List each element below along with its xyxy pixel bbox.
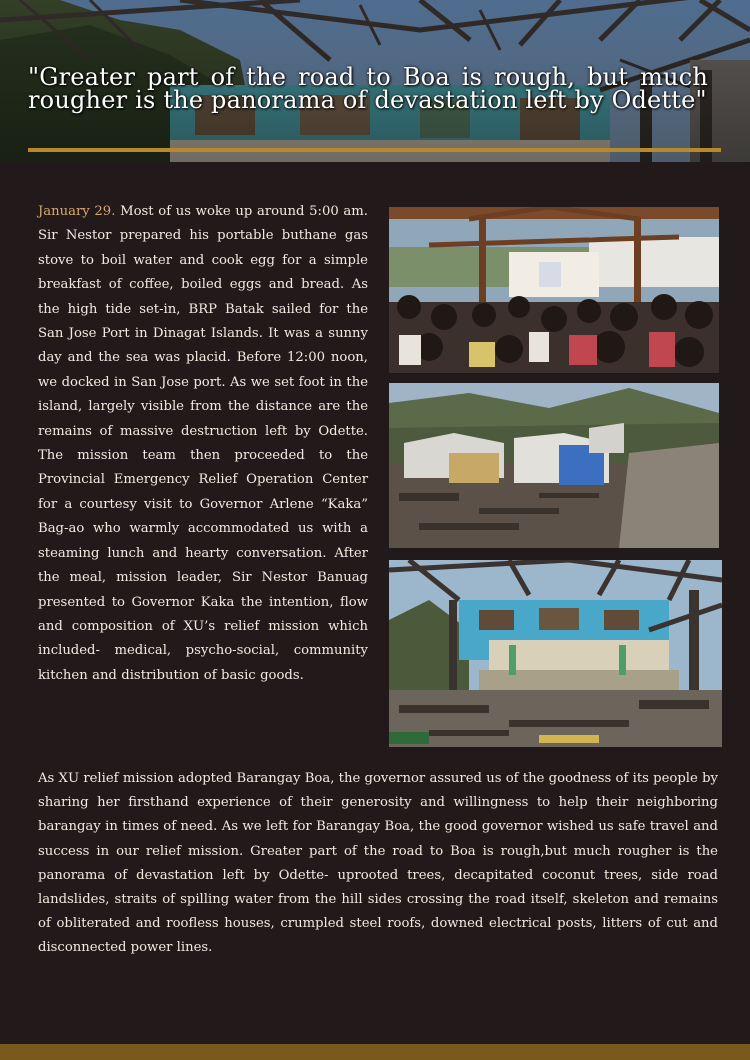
article-paragraph-1: [38, 200, 368, 688]
header-banner: [0, 0, 750, 162]
header-title: "Greater part of the road to Boa is rough, but much rougher is the panorama of devastation left by Odette": [28, 63, 708, 114]
article-date: January 29.: [38, 204, 116, 219]
footer-bar: [0, 1044, 750, 1060]
photo-tents: [389, 383, 719, 548]
photo-damaged-building: [389, 560, 722, 747]
article-paragraph-1-text: Most of us woke up around 5:00 am. Sir Nestor prepared his portable buthane gas stove to boil water and cook egg for a simple breakfast of coffee, boiled eggs and bread. As the high tide set-in, BRP Batak sailed for the San Jose Port in Dinagat Islands. It was a sunny day and the sea was placid. Before 12:00 noon, we docked in San Jose port. As we set foot in the island, largely visible from the distance are the remains of massive destruction left by Odette. The mission team then proceeded to the Provincial Emergency Relief Operation Center for a courtesy visit to Governor Arlene “Kaka” Bag-ao who warmly accommodated us with a steaming lunch and hearty conversation. After the meal, mission leader, Sir Nestor Banuag presented to Governor Kaka the intention, flow and composition of XU’s relief mission which included- medical, psycho-social, community kitchen and distribution of basic goods.: [38, 204, 368, 683]
article-paragraph-2: As XU relief mission adopted Barangay Boa, the governor assured us of the goodness of its people by sharing her firsthand experience of their generosity and willingness to help their neighboring barangay in times of need. As we left for Barangay Boa, the good governor wished us safe travel and success in our relief mission. Greater part of the road to Boa is rough,but much rougher is the panorama of devastation left by Odette- uprooted trees, decapitated coconut trees, side road landslides, straits of spilling water from the hill sides crossing the road itself, skeleton and remains of obliterated and roofless houses, crumpled steel roofs, downed electrical posts, litters of cut and disconnected power lines.: [38, 771, 718, 956]
photo-community-gathering: [389, 207, 719, 373]
header-divider: [28, 148, 721, 152]
